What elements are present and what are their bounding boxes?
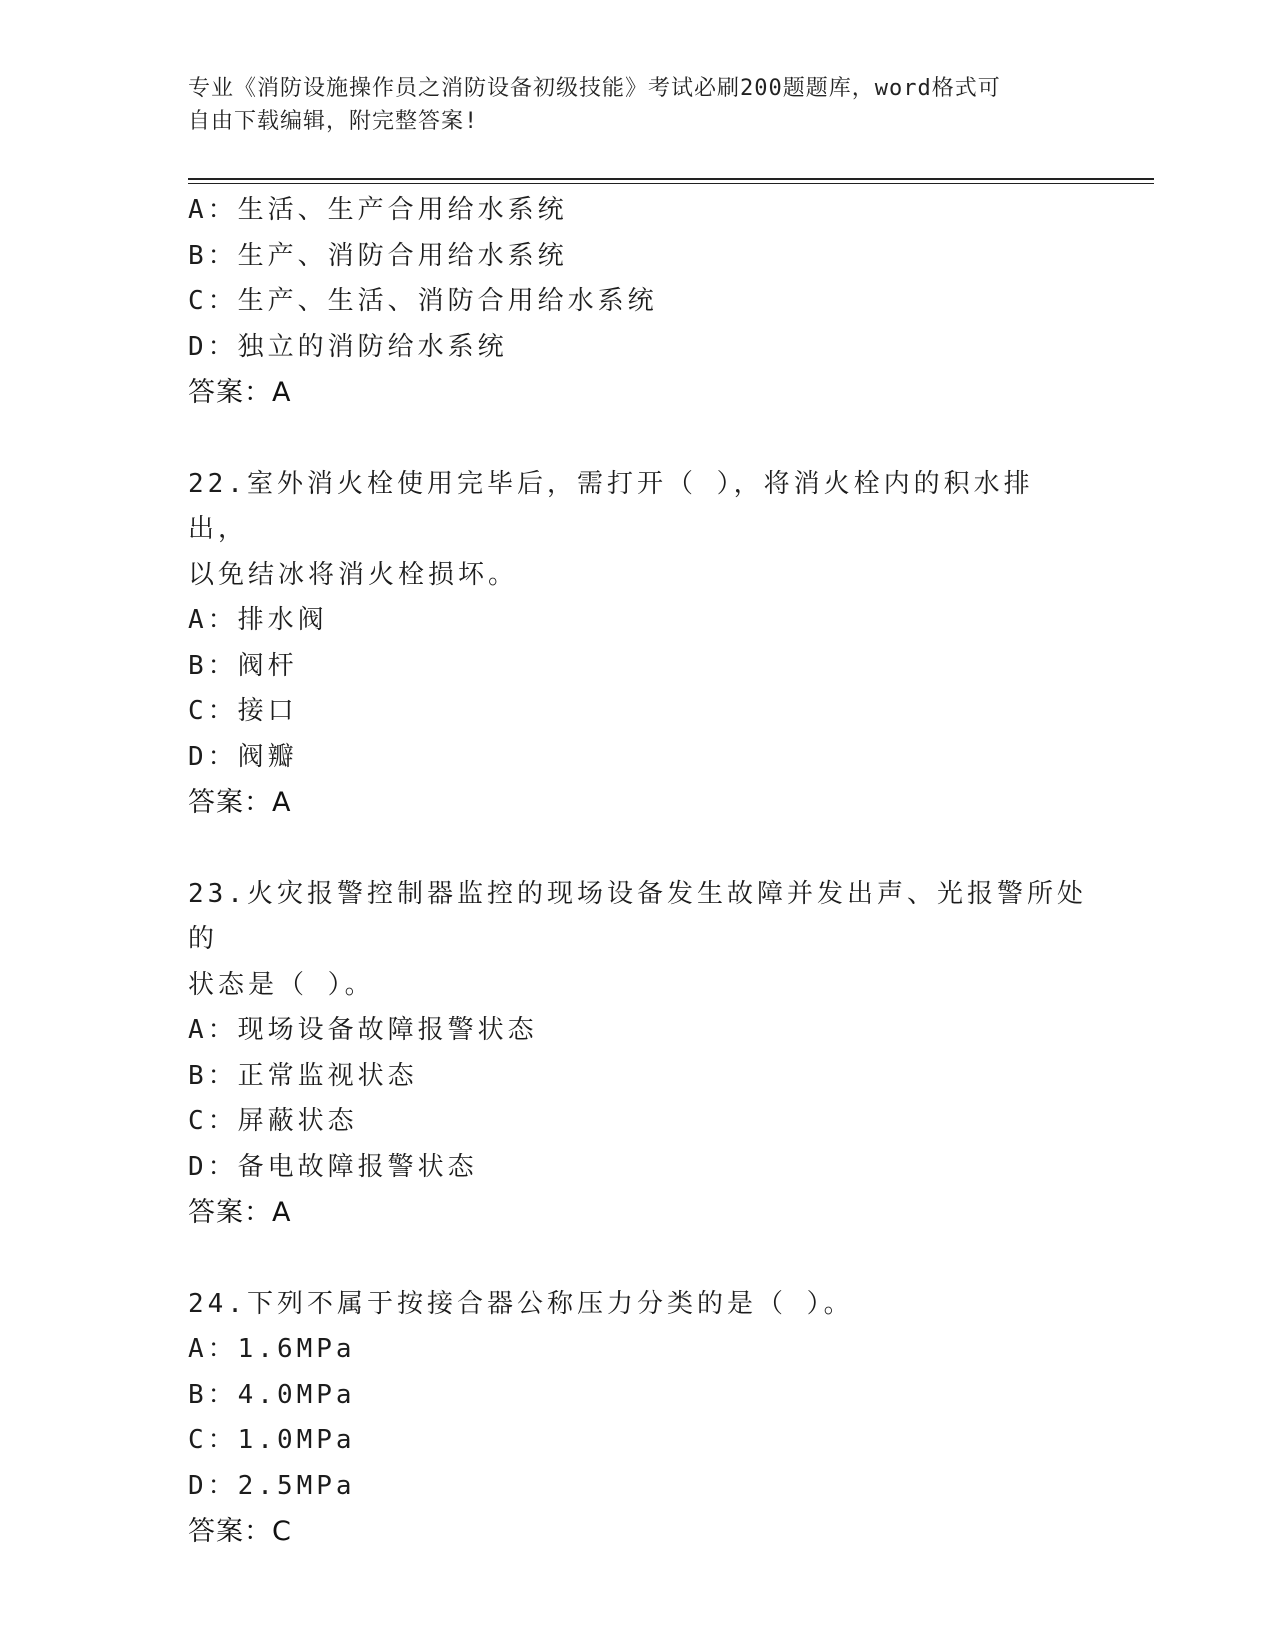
question-22 [188, 462, 1128, 826]
answer-line: 答案：A [188, 1197, 292, 1228]
option-a: A：1.6MPa [188, 1334, 356, 1364]
question-stem-line-2: 状态是（ ）。 [188, 969, 375, 1000]
option-c: C：屏蔽状态 [188, 1106, 358, 1136]
question-24 [188, 1282, 1128, 1555]
question-stem-line-1: 22.室外消火栓使用完毕后，需打开（ ），将消火栓内的积水排出， [188, 468, 1034, 544]
header-line-1: 专业《消防设施操作员之消防设备初级技能》考试必刷200题题库，word格式可 [188, 76, 1001, 101]
spacer [188, 826, 1128, 872]
option-b: B：正常监视状态 [188, 1060, 418, 1091]
question-stem-line-1: 24.下列不属于按接合器公称压力分类的是（ ）。 [188, 1288, 854, 1319]
option-b: B：4.0MPa [188, 1379, 356, 1410]
document-header [188, 72, 1088, 138]
option-d: D：2.5MPa [188, 1470, 356, 1501]
question-23 [188, 872, 1128, 1236]
answer-line: 答案：C [188, 1516, 292, 1547]
spacer [188, 1236, 1128, 1282]
answer-line: 答案：A [188, 787, 292, 818]
option-d: D：阀瓣 [188, 741, 298, 772]
option-d: D：备电故障报警状态 [188, 1151, 478, 1182]
option-d: D：独立的消防给水系统 [188, 331, 508, 362]
option-b: B：生产、消防合用给水系统 [188, 240, 568, 271]
answer-line: 答案：A [188, 377, 292, 408]
option-b: B：阀杆 [188, 650, 298, 681]
question-list [188, 188, 1128, 1555]
header-rule-thick [188, 178, 1154, 180]
question-stem-line-1: 23.火灾报警控制器监控的现场设备发生故障并发出声、光报警所处的 [188, 878, 1087, 954]
header-rule-thin [188, 183, 1154, 184]
question-21-continuation [188, 188, 1128, 416]
option-a: A：生活、生产合用给水系统 [188, 195, 568, 225]
option-c: C：1.0MPa [188, 1425, 356, 1455]
option-a: A：现场设备故障报警状态 [188, 1015, 538, 1045]
option-c: C：接口 [188, 696, 298, 726]
option-c: C：生产、生活、消防合用给水系统 [188, 286, 658, 316]
option-a: A：排水阀 [188, 605, 328, 635]
header-line-2: 自由下载编辑，附完整答案! [188, 109, 479, 134]
question-stem-line-2: 以免结冰将消火栓损坏。 [188, 559, 519, 590]
spacer [188, 416, 1128, 462]
